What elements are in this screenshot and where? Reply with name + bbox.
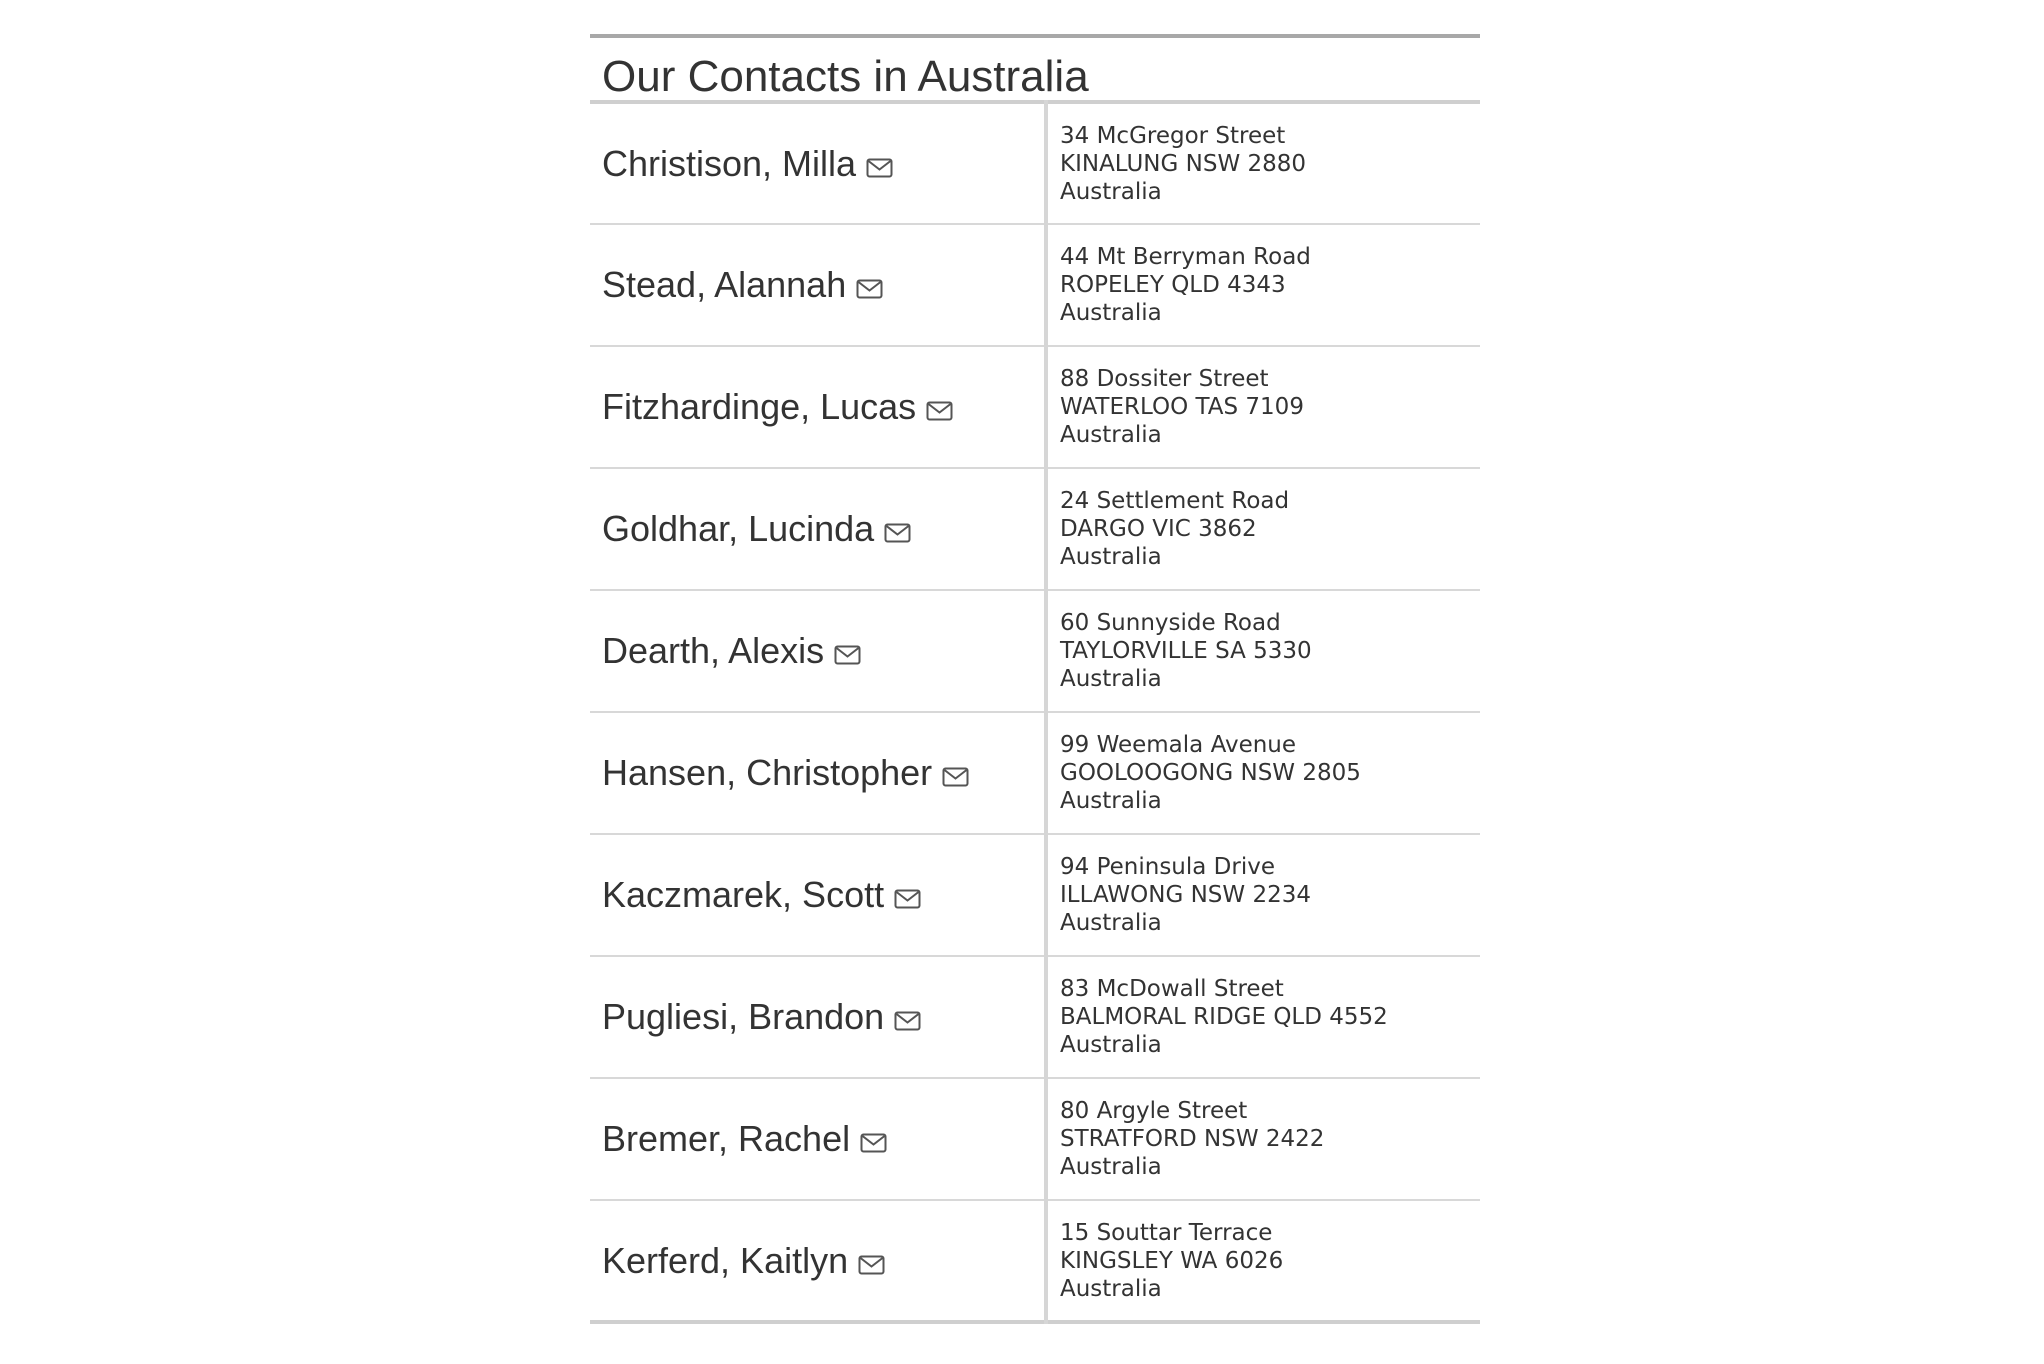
contact-name: Kaczmarek, Scott bbox=[602, 874, 885, 915]
contact-name-cell bbox=[590, 712, 1046, 834]
contact-name-cell bbox=[590, 102, 1046, 224]
address-locality: ILLAWONG NSW 2234 bbox=[1060, 882, 1311, 908]
contact-name-cell bbox=[590, 956, 1046, 1078]
contact-name-cell bbox=[590, 1200, 1046, 1322]
table-row bbox=[590, 346, 1480, 468]
contact-name: Kerferd, Kaitlyn bbox=[602, 1239, 849, 1281]
contacts-table bbox=[590, 34, 1480, 1324]
contact-name: Pugliesi, Brandon bbox=[602, 996, 885, 1037]
table-row bbox=[590, 956, 1480, 1078]
table-row bbox=[590, 224, 1480, 346]
contact-address bbox=[1046, 956, 1480, 1078]
address-street: 83 McDowall Street bbox=[1060, 976, 1284, 1002]
address-locality: GOOLOOGONG NSW 2805 bbox=[1060, 760, 1361, 786]
address-country: Australia bbox=[1060, 422, 1162, 448]
contact-name: Goldhar, Lucinda bbox=[602, 508, 875, 549]
contact-name: Fitzhardinge, Lucas bbox=[602, 386, 917, 427]
address-street: 24 Settlement Road bbox=[1060, 488, 1290, 514]
address-locality: STRATFORD NSW 2422 bbox=[1060, 1126, 1325, 1152]
table-row bbox=[590, 712, 1480, 834]
address-locality: KINALUNG NSW 2880 bbox=[1060, 150, 1307, 177]
address-country: Australia bbox=[1060, 1032, 1162, 1058]
envelope-icon[interactable] bbox=[926, 401, 953, 421]
table-row bbox=[590, 834, 1480, 956]
envelope-icon[interactable] bbox=[894, 889, 921, 909]
address-street: 94 Peninsula Drive bbox=[1060, 854, 1275, 880]
address-country: Australia bbox=[1060, 1154, 1162, 1180]
page-title: Our Contacts in Australia bbox=[590, 34, 1480, 100]
contact-name: Christison, Milla bbox=[602, 142, 857, 184]
contact-address bbox=[1046, 1078, 1480, 1200]
address-locality: ROPELEY QLD 4343 bbox=[1060, 272, 1286, 298]
contacts-table-body bbox=[590, 102, 1480, 1322]
address-country: Australia bbox=[1060, 544, 1162, 570]
envelope-icon[interactable] bbox=[884, 523, 911, 543]
envelope-icon[interactable] bbox=[866, 158, 893, 178]
contact-address bbox=[1046, 712, 1480, 834]
envelope-icon[interactable] bbox=[834, 645, 861, 665]
envelope-icon[interactable] bbox=[856, 279, 883, 299]
contact-address bbox=[1046, 834, 1480, 956]
contact-name-cell bbox=[590, 590, 1046, 712]
contact-name: Bremer, Rachel bbox=[602, 1118, 851, 1159]
contact-address bbox=[1046, 102, 1480, 224]
envelope-icon[interactable] bbox=[858, 1255, 885, 1275]
contact-address bbox=[1046, 590, 1480, 712]
address-street: 15 Souttar Terrace bbox=[1060, 1219, 1273, 1246]
table-row bbox=[590, 590, 1480, 712]
contact-address bbox=[1046, 468, 1480, 590]
address-country: Australia bbox=[1060, 788, 1162, 814]
contact-name-cell bbox=[590, 224, 1046, 346]
contact-name-cell bbox=[590, 468, 1046, 590]
address-street: 60 Sunnyside Road bbox=[1060, 610, 1281, 636]
contact-name-cell bbox=[590, 1078, 1046, 1200]
address-street: 99 Weemala Avenue bbox=[1060, 732, 1297, 758]
contact-address bbox=[1046, 1200, 1480, 1322]
address-locality: WATERLOO TAS 7109 bbox=[1060, 394, 1304, 420]
envelope-icon[interactable] bbox=[942, 767, 969, 787]
contact-address bbox=[1046, 224, 1480, 346]
address-street: 44 Mt Berryman Road bbox=[1060, 244, 1311, 270]
envelope-icon[interactable] bbox=[894, 1011, 921, 1031]
contact-address bbox=[1046, 346, 1480, 468]
address-country: Australia bbox=[1060, 178, 1162, 205]
address-locality: DARGO VIC 3862 bbox=[1060, 516, 1257, 542]
table-row bbox=[590, 468, 1480, 590]
address-street: 88 Dossiter Street bbox=[1060, 366, 1269, 392]
contact-name: Hansen, Christopher bbox=[602, 752, 933, 793]
table-row bbox=[590, 102, 1480, 224]
table-row bbox=[590, 1078, 1480, 1200]
address-locality: BALMORAL RIDGE QLD 4552 bbox=[1060, 1004, 1388, 1030]
table-row bbox=[590, 1200, 1480, 1322]
address-country: Australia bbox=[1060, 910, 1162, 936]
contact-name-cell bbox=[590, 834, 1046, 956]
contact-name-cell bbox=[590, 346, 1046, 468]
address-street: 34 McGregor Street bbox=[1060, 122, 1286, 149]
address-country: Australia bbox=[1060, 1275, 1162, 1302]
address-locality: KINGSLEY WA 6026 bbox=[1060, 1247, 1284, 1274]
envelope-icon[interactable] bbox=[860, 1133, 887, 1153]
address-country: Australia bbox=[1060, 666, 1162, 692]
address-country: Australia bbox=[1060, 300, 1162, 326]
contacts-section bbox=[590, 34, 1480, 1324]
address-street: 80 Argyle Street bbox=[1060, 1098, 1248, 1124]
address-locality: TAYLORVILLE SA 5330 bbox=[1060, 638, 1312, 664]
contact-name: Stead, Alannah bbox=[602, 264, 847, 305]
contact-name: Dearth, Alexis bbox=[602, 630, 825, 671]
